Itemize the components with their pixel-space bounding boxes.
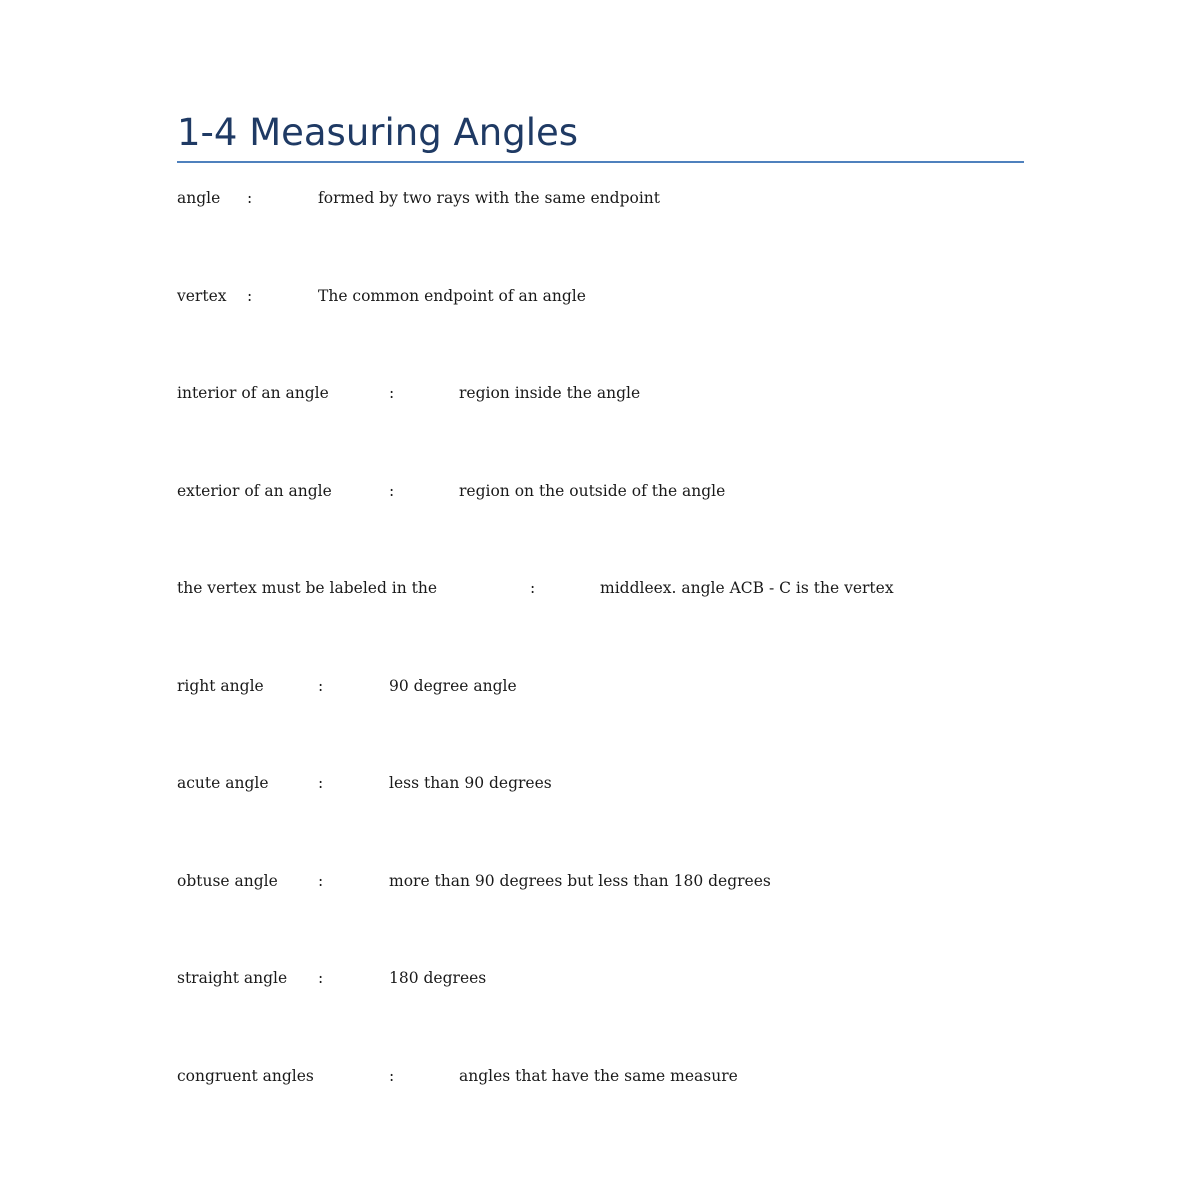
definition-entry xyxy=(0,186,1200,210)
entry-separator: : xyxy=(389,1067,395,1085)
entry-definition: region inside the angle xyxy=(459,384,641,402)
title-underline xyxy=(177,161,1024,163)
entry-separator: : xyxy=(247,287,253,305)
page-title: 1-4 Measuring Angles xyxy=(177,111,579,154)
entry-separator: : xyxy=(530,579,536,597)
entry-term: obtuse angle xyxy=(177,872,278,890)
definition-entry xyxy=(0,381,1200,405)
entry-separator: : xyxy=(318,969,324,987)
entry-separator: : xyxy=(318,872,324,890)
entry-definition: region on the outside of the angle xyxy=(459,482,726,500)
entry-term: acute angle xyxy=(177,774,269,792)
definition-entry xyxy=(0,869,1200,893)
entry-term: congruent angles xyxy=(177,1067,314,1085)
entry-definition: 90 degree angle xyxy=(389,677,517,695)
definition-entry xyxy=(0,966,1200,990)
entry-separator: : xyxy=(318,677,324,695)
entry-definition: less than 90 degrees xyxy=(389,774,552,792)
entry-term: the vertex must be labeled in the xyxy=(177,579,438,597)
definition-entry xyxy=(0,284,1200,308)
definition-entry xyxy=(0,576,1200,600)
entry-term: angle xyxy=(177,189,221,207)
definition-entry xyxy=(0,771,1200,795)
entry-definition: 180 degrees xyxy=(389,969,487,987)
entry-definition: more than 90 degrees but less than 180 degrees xyxy=(389,872,771,890)
entry-term: vertex xyxy=(177,287,227,305)
entry-separator: : xyxy=(318,774,324,792)
entry-separator: : xyxy=(247,189,253,207)
entry-definition: The common endpoint of an angle xyxy=(318,287,586,305)
definition-entry xyxy=(0,1064,1200,1088)
definition-entry xyxy=(0,479,1200,503)
entry-definition: formed by two rays with the same endpoint xyxy=(318,189,661,207)
entry-term: interior of an angle xyxy=(177,384,329,402)
entry-definition: middleex. angle ACB - C is the vertex xyxy=(600,579,894,597)
entry-term: straight angle xyxy=(177,969,288,987)
entry-separator: : xyxy=(389,482,395,500)
entry-separator: : xyxy=(389,384,395,402)
entry-term: exterior of an angle xyxy=(177,482,332,500)
entry-definition: angles that have the same measure xyxy=(459,1067,738,1085)
entry-term: right angle xyxy=(177,677,264,695)
definition-entry xyxy=(0,674,1200,698)
